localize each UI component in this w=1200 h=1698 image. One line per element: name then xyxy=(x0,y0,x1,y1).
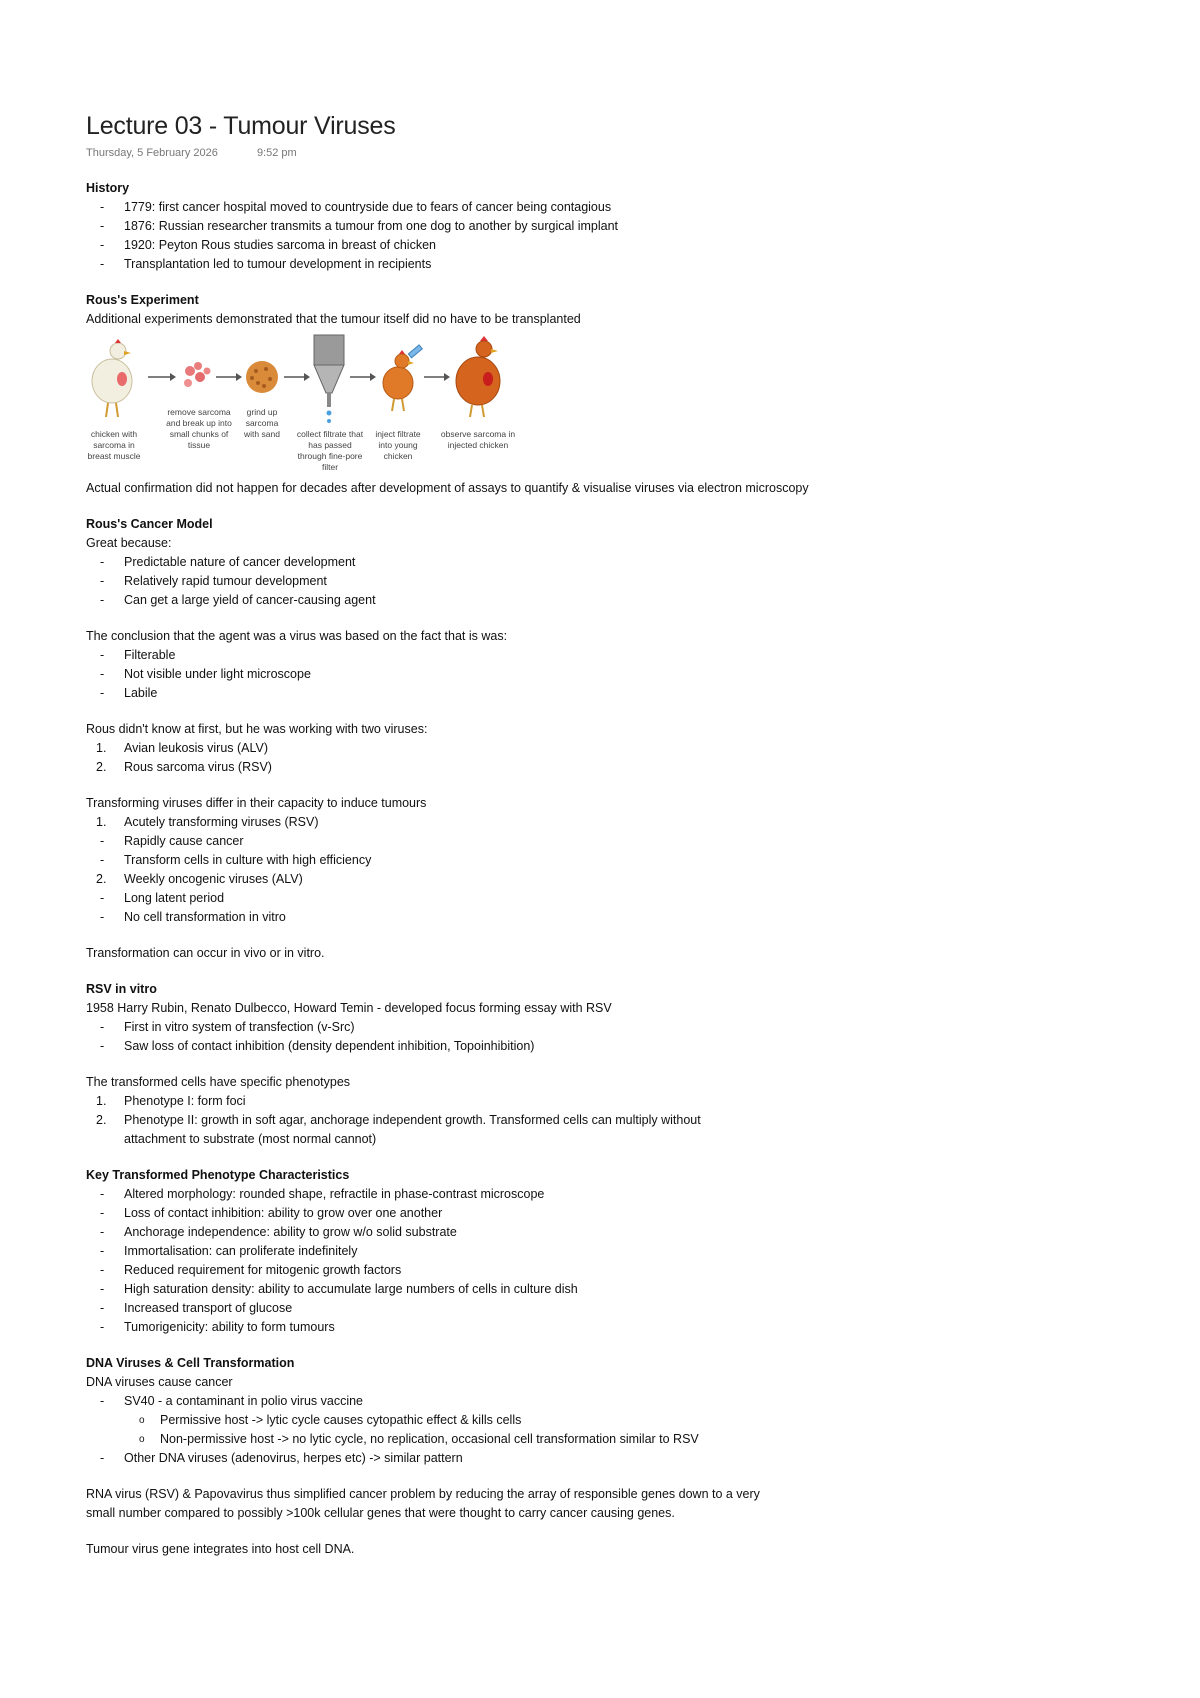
list-item: 2. Phenotype II: growth in soft agar, anchorage independent growth. Transformed cells can multiply without xyxy=(96,1113,701,1127)
key-characteristics-list xyxy=(86,1185,886,1337)
page-title: Lecture 03 - Tumour Viruses xyxy=(86,112,396,140)
arrow-icon xyxy=(284,373,310,381)
cancer-model-list xyxy=(86,553,886,610)
list-item: - High saturation density: ability to accumulate large numbers of cells in culture dish xyxy=(86,1280,886,1299)
list-item: 2. Rous sarcoma virus (RSV) xyxy=(96,760,272,774)
closing-line: RNA virus (RSV) & Papovavirus thus simplified cancer problem by reducing the array of responsible genes down to a very xyxy=(86,1487,760,1501)
figure-caption: grind up sarcoma with sand xyxy=(244,407,280,439)
rous-experiment-heading: Rous's Experiment xyxy=(86,293,199,307)
list-item: 1. Phenotype I: form foci xyxy=(96,1094,246,1108)
list-item: - Long latent period xyxy=(86,889,886,908)
list-item: - 1876: Russian researcher transmits a tumour from one dog to another by surgical implant xyxy=(86,217,886,236)
closing-line: small number compared to possibly >100k cellular genes that were thought to carry cancer causing genes. xyxy=(86,1506,675,1520)
transforming-list xyxy=(86,813,886,927)
list-item: - Immortalisation: can proliferate indefinitely xyxy=(86,1242,886,1261)
list-item: - 1920: Peyton Rous studies sarcoma in breast of chicken xyxy=(86,236,886,255)
list-item: - No cell transformation in vitro xyxy=(86,908,886,927)
white-chicken-icon xyxy=(92,339,132,417)
ground-sarcoma-icon xyxy=(246,361,278,393)
figure-caption: observe sarcoma in injected chicken xyxy=(440,429,516,450)
closing-note: Tumour virus gene integrates into host cell DNA. xyxy=(86,1542,355,1556)
list-item: - Relatively rapid tumour development xyxy=(86,572,886,591)
list-item: - Reduced requirement for mitogenic growth factors xyxy=(86,1261,886,1280)
figure-caption: chicken with sarcoma in breast muscle xyxy=(87,429,141,461)
cancer-model-heading: Rous's Cancer Model xyxy=(86,517,213,531)
list-item: - Anchorage independence: ability to grow w/o solid substrate xyxy=(86,1223,886,1242)
list-item: - Labile xyxy=(86,684,886,703)
rsv-in-vitro-heading: RSV in vitro xyxy=(86,982,157,996)
sarcoma-chicken-icon xyxy=(456,336,500,417)
rous-experiment-figure xyxy=(86,333,516,473)
list-item: - Transform cells in culture with high efficiency xyxy=(86,851,886,870)
tissue-chunks-icon xyxy=(184,362,211,387)
list-item: - Filterable xyxy=(86,646,886,665)
list-item: - Tumorigenicity: ability to form tumours xyxy=(86,1318,886,1337)
history-heading: History xyxy=(86,181,130,195)
rsv-list xyxy=(86,1018,886,1056)
note-date: Thursday, 5 February 2026 xyxy=(86,147,218,159)
key-characteristics-heading: Key Transformed Phenotype Characteristics xyxy=(86,1168,350,1182)
two-viruses-text: Rous didn't know at first, but he was working with two viruses: xyxy=(86,722,428,736)
list-item: 1. Avian leukosis virus (ALV) xyxy=(96,741,269,755)
transforming-intro: Transforming viruses differ in their capacity to induce tumours xyxy=(86,796,427,810)
note-content xyxy=(86,112,886,1559)
dna-viruses-intro: DNA viruses cause cancer xyxy=(86,1375,233,1389)
list-item: - Rapidly cause cancer xyxy=(86,832,886,851)
list-item: - Increased transport of glucose xyxy=(86,1299,886,1318)
list-item: - Altered morphology: rounded shape, refractile in phase-contrast microscope xyxy=(86,1185,886,1204)
arrow-icon xyxy=(148,373,176,381)
list-item: 1. Acutely transforming viruses (RSV) xyxy=(96,815,319,829)
note-time: 9:52 pm xyxy=(256,147,297,159)
transformation-note: Transformation can occur in vivo or in vitro. xyxy=(86,946,325,960)
list-item: - Saw loss of contact inhibition (density dependent inhibition, Topoinhibition) xyxy=(86,1037,886,1056)
list-item: - SV40 - a contaminant in polio virus vaccine xyxy=(86,1392,886,1411)
rsv-intro: 1958 Harry Rubin, Renato Dulbecco, Howard Temin - developed focus forming essay with RSV xyxy=(86,1001,612,1015)
list-item: - Predictable nature of cancer development xyxy=(86,553,886,572)
phenotype-intro: The transformed cells have specific phenotypes xyxy=(86,1075,351,1089)
list-item: - First in vitro system of transfection (v-Src) xyxy=(86,1018,886,1037)
dna-viruses-heading: DNA Viruses & Cell Transformation xyxy=(86,1356,295,1370)
virus-list xyxy=(86,739,886,777)
figure-caption: collect filtrate that has passed through fine-pore filter xyxy=(296,429,364,472)
sub-list-item: o Permissive host -> lytic cycle causes cytopathic effect & kills cells xyxy=(86,1411,886,1430)
arrow-icon xyxy=(350,373,376,381)
list-item: - 1779: first cancer hospital moved to countryside due to fears of cancer being contagious xyxy=(86,198,886,217)
filter-funnel-icon xyxy=(314,335,344,423)
note-meta xyxy=(86,147,886,159)
rous-experiment-intro: Additional experiments demonstrated that the tumour itself did no have to be transplanted xyxy=(86,312,581,326)
figure-caption: inject filtrate into young chicken xyxy=(375,429,421,461)
conclusion-list xyxy=(86,646,886,703)
rous-experiment-after: Actual confirmation did not happen for decades after development of assays to quantify & visualise viruses via electron microscopy xyxy=(86,481,809,495)
list-item: - Can get a large yield of cancer-causing agent xyxy=(86,591,886,610)
conclusion-text: The conclusion that the agent was a virus was based on the fact that is was: xyxy=(86,629,508,643)
cancer-model-intro: Great because: xyxy=(86,536,172,550)
list-item: - Other DNA viruses (adenovirus, herpes etc) -> similar pattern xyxy=(86,1449,886,1468)
figure-caption: remove sarcoma and break up into small chunks of tissue xyxy=(166,407,232,450)
list-item: - Loss of contact inhibition: ability to grow over one another xyxy=(86,1204,886,1223)
history-list xyxy=(86,198,886,274)
dna-viruses-list xyxy=(86,1392,886,1468)
phenotype-list xyxy=(86,1092,886,1149)
arrow-icon xyxy=(216,373,242,381)
sub-list-item: o Non-permissive host -> no lytic cycle, no replication, occasional cell transformation similar to RSV xyxy=(86,1430,886,1449)
list-item: - Not visible under light microscope xyxy=(86,665,886,684)
list-item-continuation: attachment to substrate (most normal cannot) xyxy=(124,1132,377,1146)
list-item: 2. Weekly oncogenic viruses (ALV) xyxy=(96,872,303,886)
list-item: - Transplantation led to tumour development in recipients xyxy=(86,255,886,274)
arrow-icon xyxy=(424,373,450,381)
young-chicken-icon xyxy=(383,345,422,411)
